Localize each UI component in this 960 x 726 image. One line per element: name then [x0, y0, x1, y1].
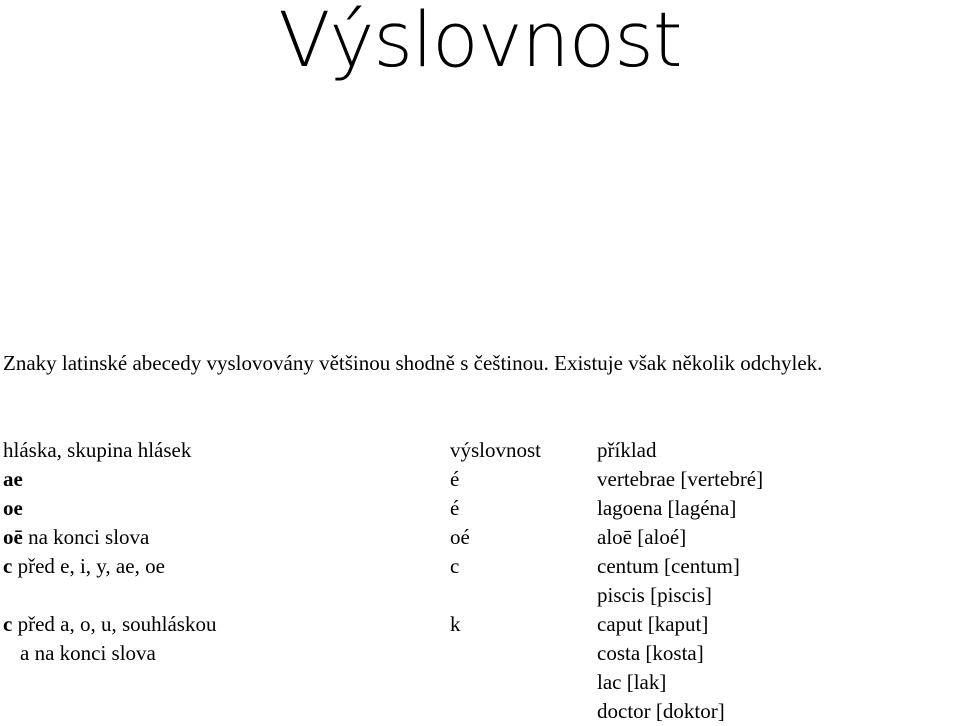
- table-row: [3, 610, 957, 639]
- example-cell: vertebrae [vertebré]: [597, 467, 764, 491]
- sound-cell: [3, 494, 23, 523]
- table-row: [3, 668, 957, 697]
- sound-letter: oe: [3, 496, 23, 520]
- table-row: [3, 523, 957, 552]
- sound-note: před a, o, u, souhláskou: [12, 612, 217, 636]
- sound-cell: [3, 465, 23, 494]
- sound-letter: c: [3, 554, 13, 578]
- sound-note: na konci slova: [22, 525, 150, 549]
- table-row: [3, 639, 957, 668]
- example-cell: centum [centum]: [597, 554, 740, 578]
- sound-cell: [3, 610, 216, 639]
- sound-letter: oē: [3, 525, 23, 549]
- pronunciation-cell: c: [450, 554, 460, 578]
- example-cell: lac [lak]: [597, 670, 667, 694]
- table-row: [3, 494, 957, 523]
- sound-letter: c: [3, 612, 13, 636]
- table-row: [3, 697, 957, 726]
- example-cell: lagoena [lagéna]: [597, 496, 737, 520]
- header-sound: hláska, skupina hlásek: [3, 438, 192, 462]
- pronunciation-cell: é: [450, 467, 460, 491]
- pronunciation-cell: é: [450, 496, 460, 520]
- example-cell: costa [kosta]: [597, 641, 704, 665]
- example-cell: doctor [doktor]: [597, 699, 725, 723]
- example-cell: caput [kaput]: [597, 612, 709, 636]
- table-row: [3, 581, 957, 610]
- example-cell: aloē [aloé]: [597, 525, 687, 549]
- pronunciation-cell: k: [450, 612, 461, 636]
- pronunciation-cell: oé: [450, 525, 470, 549]
- example-cell: piscis [piscis]: [597, 583, 712, 607]
- pronunciation-table: [3, 436, 957, 726]
- sound-note: a na konci slova: [20, 641, 156, 665]
- header-example: příklad: [597, 438, 657, 462]
- intro-paragraph: Znaky latinské abecedy vyslovovány většinou shodně s češtinou. Existuje však několik odchylek.: [3, 351, 823, 375]
- page-title: Výslovnost: [278, 0, 682, 84]
- table-row: [3, 552, 957, 581]
- sound-cell: [3, 552, 165, 581]
- sound-cell: [3, 523, 149, 552]
- sound-letter: ae: [3, 467, 23, 491]
- sound-note: před e, i, y, ae, oe: [12, 554, 165, 578]
- table-header-row: [3, 436, 957, 465]
- table-row: [3, 465, 957, 494]
- sound-cell: [20, 639, 156, 668]
- header-pronunciation: výslovnost: [450, 438, 542, 462]
